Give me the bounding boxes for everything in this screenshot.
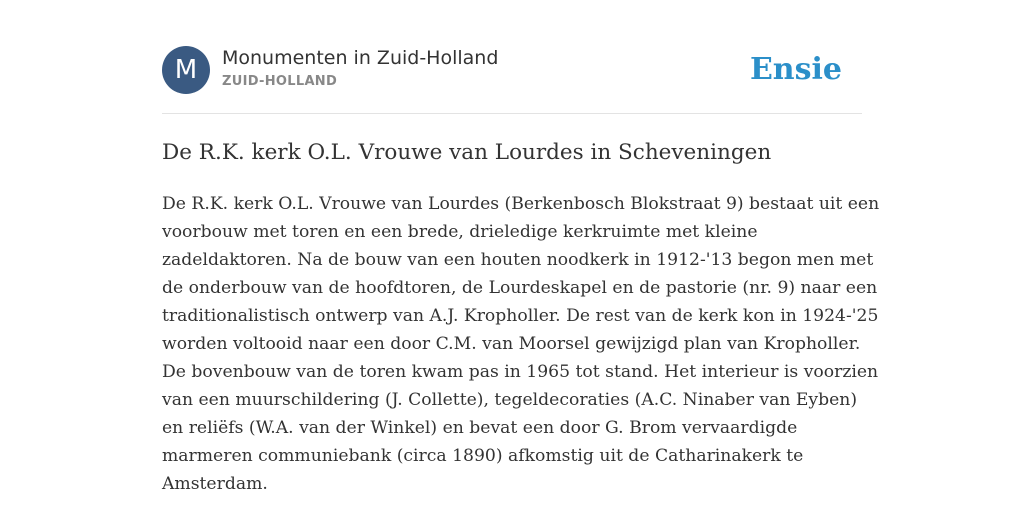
article-line: marmeren communiebank (circa 1890) afkomstig uit de Catharinakerk te (162, 446, 804, 466)
article-line: zadeldaktoren. Na de bouw van een houten noodkerk in 1912-'13 begon men met (162, 250, 874, 270)
header-divider (162, 113, 862, 114)
avatar[interactable]: M (162, 46, 210, 94)
article-line: De R.K. kerk O.L. Vrouwe van Lourdes (Berkenbosch Blokstraat 9) bestaat uit een (162, 194, 880, 214)
article-line: en reliëfs (W.A. van der Winkel) en bevat een door G. Brom vervaardigde (162, 418, 798, 438)
article-line: voorbouw met toren en een brede, drieledige kerkruimte met kleine (162, 222, 758, 242)
article-line: de onderbouw van de hoofdtoren, de Lourdeskapel en de pastorie (nr. 9) naar een (162, 278, 878, 298)
article-line: van een muurschildering (J. Collette), tegeldecoraties (A.C. Ninaber van Eyben) (162, 390, 858, 410)
article-body (162, 190, 880, 498)
header (162, 46, 862, 98)
article-line: Amsterdam. (162, 474, 268, 494)
brand-logo[interactable]: Ensie (749, 52, 842, 87)
page-title: De R.K. kerk O.L. Vrouwe van Lourdes in Scheveningen (162, 140, 772, 165)
article-line: traditionalistisch ontwerp van A.J. Kropholler. De rest van de kerk kon in 1924-'25 (162, 306, 879, 326)
region-label: ZUID-HOLLAND (222, 74, 338, 89)
site-title-link[interactable]: Monumenten in Zuid-Holland (222, 47, 499, 69)
article-line: De bovenbouw van de toren kwam pas in 1965 tot stand. Het interieur is voorzien (162, 362, 879, 382)
article-line: worden voltooid naar een door C.M. van Moorsel gewijzigd plan van Kropholler. (162, 334, 861, 354)
